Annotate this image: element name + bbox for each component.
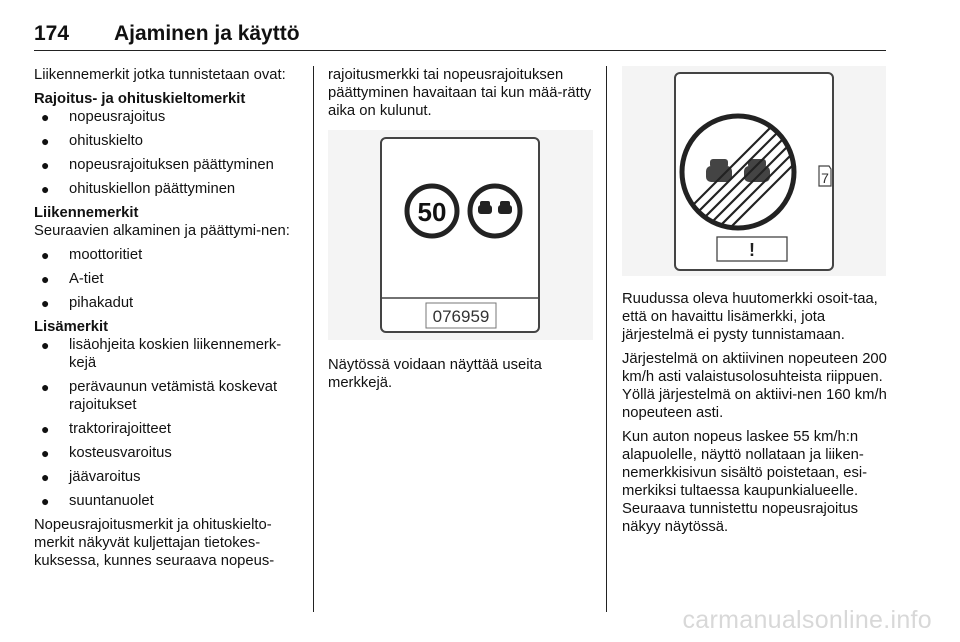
bullet-icon: ● <box>41 133 50 149</box>
bullet-icon: ● <box>41 271 50 287</box>
multiple-signs-text: Näytössä voidaan näyttää useita merkkejä. <box>328 357 542 391</box>
bullet-icon: ● <box>41 421 50 437</box>
list-item: ● lisäohjeita koskien liikennemerk-kejä <box>41 337 282 371</box>
bullet-icon: ● <box>41 109 50 125</box>
list-item: ● A-tiet <box>41 271 104 287</box>
list-item: ● nopeusrajoituksen päättyminen <box>41 157 274 173</box>
additional-signs-list <box>34 336 296 510</box>
page-header <box>34 22 886 51</box>
paragraph: Järjestelmä on aktiivinen nopeuteen 200 km/h asti valaistusolosuhteista riippuen. Yöllä järjestelmä on aktiivi-nen 160 km/h nopeuteen asti. <box>622 351 887 421</box>
section-heading-traffic-signs: Liikennemerkit <box>34 205 139 221</box>
list-item: ● pihakadut <box>41 295 134 311</box>
continued-text: rajoitusmerkki tai nopeusrajoituksen päättyminen havaitaan tai kun mää-rätty aika on kulunut. <box>328 67 592 119</box>
column-middle-lower <box>328 356 593 398</box>
bullet-icon: ● <box>41 469 50 485</box>
list-item: ● ohituskielto <box>41 133 144 149</box>
exclamation-icon: ! <box>749 240 755 260</box>
section-heading-additional-signs: Lisämerkit <box>34 319 109 335</box>
intro-text: Liikennemerkit jotka tunnistetaan ovat: <box>34 67 286 83</box>
column-right <box>622 290 890 542</box>
list-item: ● nopeusrajoitus <box>41 109 166 125</box>
list-item: ● perävaunun vetämistä koskevat rajoitukset <box>41 379 278 413</box>
column-divider <box>313 66 314 612</box>
paragraph: Ruudussa oleva huutomerkki osoit-taa, että on havaittu lisämerkki, jota järjestelmä ei pysty tunnistamaan. <box>622 291 878 343</box>
bullet-icon: ● <box>41 379 50 395</box>
bullet-icon: ● <box>41 493 50 509</box>
traffic-signs-text: Seuraavien alkaminen ja päättymi-nen: <box>34 223 290 239</box>
plate-digit: 7 <box>821 170 829 186</box>
page-title: Ajaminen ja käyttö <box>114 22 300 45</box>
column-divider <box>606 66 607 612</box>
list-item: ● moottoritiet <box>41 247 143 263</box>
outro-text: Nopeusrajoitusmerkit ja ohituskielto-merkit näkyvät kuljettajan tietokes-kuksessa, kunnes seuraava nopeus- <box>34 517 275 569</box>
list-item: ● jäävaroitus <box>41 469 141 485</box>
list-item: ● ohituskiellon päättyminen <box>41 181 236 197</box>
bullet-icon: ● <box>41 337 50 353</box>
no-overtaking-sign-icon <box>470 186 520 236</box>
list-item: ● traktorirajoitteet <box>41 421 171 437</box>
list-item: ● suuntanuolet <box>41 493 154 509</box>
bullet-icon: ● <box>41 295 50 311</box>
traffic-signs-list <box>34 246 296 312</box>
bullet-icon: ● <box>41 247 50 263</box>
section-heading-restriction-signs: Rajoitus- ja ohituskieltomerkit <box>34 91 246 107</box>
column-middle <box>328 66 593 126</box>
figure-display-signs <box>328 130 593 340</box>
page-number: 174 <box>34 22 70 45</box>
bullet-icon: ● <box>41 157 50 173</box>
bullet-icon: ● <box>41 181 50 197</box>
figure-ref-code: 076959 <box>432 307 490 326</box>
display-signs-illustration <box>328 130 593 340</box>
end-of-restriction-illustration <box>622 66 886 276</box>
watermark: carmanualsonline.info <box>682 606 932 634</box>
restriction-signs-list <box>34 108 296 198</box>
list-item: ● kosteusvaroitus <box>41 445 172 461</box>
speed-limit-value: 50 <box>417 197 447 227</box>
paragraph: Kun auton nopeus laskee 55 km/h:n alapuolelle, näyttö nollataan ja liiken-nemerkkisivun sisältö poistetaan, esi-merkiksi tultaessa kaupunkialueelle. Seuraava tunnistettu nopeusrajoitus näkyy näytössä. <box>622 429 868 535</box>
figure-end-of-restriction <box>622 66 886 276</box>
bullet-icon: ● <box>41 445 50 461</box>
column-left <box>34 66 296 570</box>
